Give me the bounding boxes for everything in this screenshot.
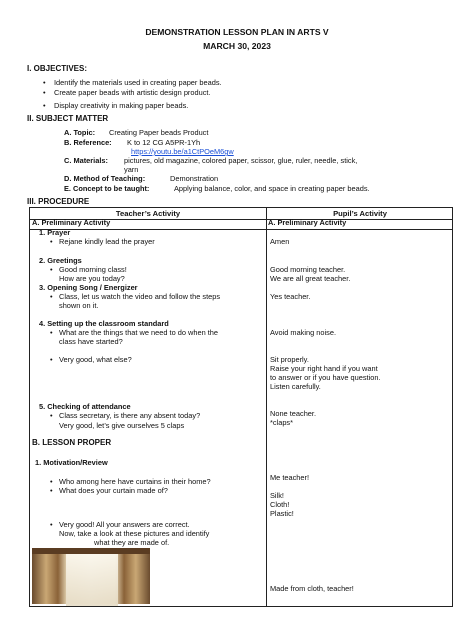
attendance-teacher-2: Very good, let’s give ourselves 5 claps xyxy=(59,421,185,430)
objectives-heading: I. OBJECTIVES: xyxy=(27,64,88,73)
pupil-column-header: Pupil’s Activity xyxy=(333,209,387,218)
motivation-pupil-1: Me teacher! xyxy=(270,473,310,482)
method-value: Demonstration xyxy=(170,174,219,183)
materials-label: C. Materials: xyxy=(64,156,108,165)
good-teacher-3: what they are made of. xyxy=(94,538,170,547)
greetings-heading: 2. Greetings xyxy=(39,256,82,265)
objective-item-3: Display creativity in making paper beads. xyxy=(54,101,189,110)
motivation-pupil-2: Silk! xyxy=(270,491,284,500)
concept-value: Applying balance, color, and space in creating paper beads. xyxy=(174,184,370,193)
row-divider xyxy=(30,229,452,230)
column-divider xyxy=(266,208,267,606)
attendance-heading: 5. Checking of attendance xyxy=(39,402,131,411)
prelim-pupil: A. Preliminary Activity xyxy=(268,218,347,227)
else-teacher: Very good, what else? xyxy=(59,355,132,364)
else-pupil-4: Listen carefully. xyxy=(270,382,321,391)
objective-item-2: Create paper beads with artistic design product. xyxy=(54,88,211,97)
else-pupil-2: Raise your right hand if you want xyxy=(270,364,378,373)
else-pupil-3: to answer or if you have question. xyxy=(270,373,381,382)
concept-label: E. Concept to be taught: xyxy=(64,184,150,193)
greetings-pupil-1: Good morning teacher. xyxy=(270,265,346,274)
motivation-heading: 1. Motivation/Review xyxy=(35,458,108,467)
bullet-icon: • xyxy=(50,411,53,420)
method-label: D. Method of Teaching: xyxy=(64,174,146,183)
attendance-pupil-2: *claps* xyxy=(270,418,294,427)
objective-item-1: Identify the materials used in creating paper beads. xyxy=(54,78,222,87)
teacher-column-header: Teacher’s Activity xyxy=(115,209,181,218)
motivation-teacher-2: What does your curtain made of? xyxy=(59,486,168,495)
materials-value: pictures, old magazine, colored paper, scissor, glue, ruler, needle, stick, xyxy=(124,156,358,165)
motivation-teacher-1: Who among here have curtains in their home? xyxy=(59,477,211,486)
prelim-teacher: A. Preliminary Activity xyxy=(32,218,111,227)
greetings-teacher-2: How are you today? xyxy=(59,274,125,283)
materials-value-continued: yarn xyxy=(124,165,139,174)
setting-heading: 4. Setting up the classroom standard xyxy=(39,319,169,328)
bullet-icon: • xyxy=(50,328,53,337)
curtain-image xyxy=(32,548,150,604)
topic-value: Creating Paper beads Product xyxy=(109,128,209,137)
topic-label: A. Topic: xyxy=(64,128,96,137)
subject-matter-heading: II. SUBJECT MATTER xyxy=(27,114,109,123)
prayer-pupil: Amen xyxy=(270,237,290,246)
bullet-icon: • xyxy=(50,237,53,246)
bullet-icon: • xyxy=(50,265,53,274)
curtain-sheer xyxy=(66,554,118,606)
greetings-teacher-1: Good morning class! xyxy=(59,265,127,274)
bullet-icon: • xyxy=(50,486,53,495)
song-heading: 3. Opening Song / Energizer xyxy=(39,283,138,292)
reference-value: K to 12 CG A5PR-1Yh xyxy=(127,138,201,147)
document-title: DEMONSTRATION LESSON PLAN IN ARTS V xyxy=(145,27,329,37)
reference-link[interactable]: https://youtu.be/a1CtPOeM6gw xyxy=(131,147,234,156)
else-pupil-1: Sit properly. xyxy=(270,355,309,364)
setting-teacher-1: What are the things that we need to do when the xyxy=(59,328,219,337)
prayer-heading: 1. Prayer xyxy=(39,228,71,237)
procedure-heading: III. PROCEDURE xyxy=(27,197,90,206)
good-teacher-2: Now, take a look at these pictures and identify xyxy=(59,529,210,538)
attendance-teacher-1: Class secretary, is there any absent today? xyxy=(59,411,201,420)
attendance-pupil-1: None teacher. xyxy=(270,409,317,418)
setting-teacher-2: class have started? xyxy=(59,337,123,346)
song-pupil: Yes teacher. xyxy=(270,292,311,301)
bullet-icon: • xyxy=(50,355,53,364)
bullet-icon: • xyxy=(43,101,46,110)
song-teacher-1: Class, let us watch the video and follow the steps xyxy=(59,292,221,301)
document-date: MARCH 30, 2023 xyxy=(203,41,271,51)
good-teacher-1: Very good! All your answers are correct. xyxy=(59,520,190,529)
motivation-pupil-3: Cloth! xyxy=(270,500,290,509)
bullet-icon: • xyxy=(43,88,46,97)
prayer-teacher: Rejane kindly lead the prayer xyxy=(59,237,155,246)
final-pupil: Made from cloth, teacher! xyxy=(270,584,354,593)
song-teacher-2: shown on it. xyxy=(59,301,99,310)
bullet-icon: • xyxy=(50,520,53,529)
bullet-icon: • xyxy=(43,78,46,87)
reference-label: B. Reference: xyxy=(64,138,112,147)
motivation-pupil-4: Plastic! xyxy=(270,509,294,518)
lesson-proper-heading: B. LESSON PROPER xyxy=(32,438,112,447)
greetings-pupil-2: We are all great teacher. xyxy=(270,274,351,283)
setting-pupil: Avoid making noise. xyxy=(270,328,337,337)
bullet-icon: • xyxy=(50,292,53,301)
bullet-icon: • xyxy=(50,477,53,486)
